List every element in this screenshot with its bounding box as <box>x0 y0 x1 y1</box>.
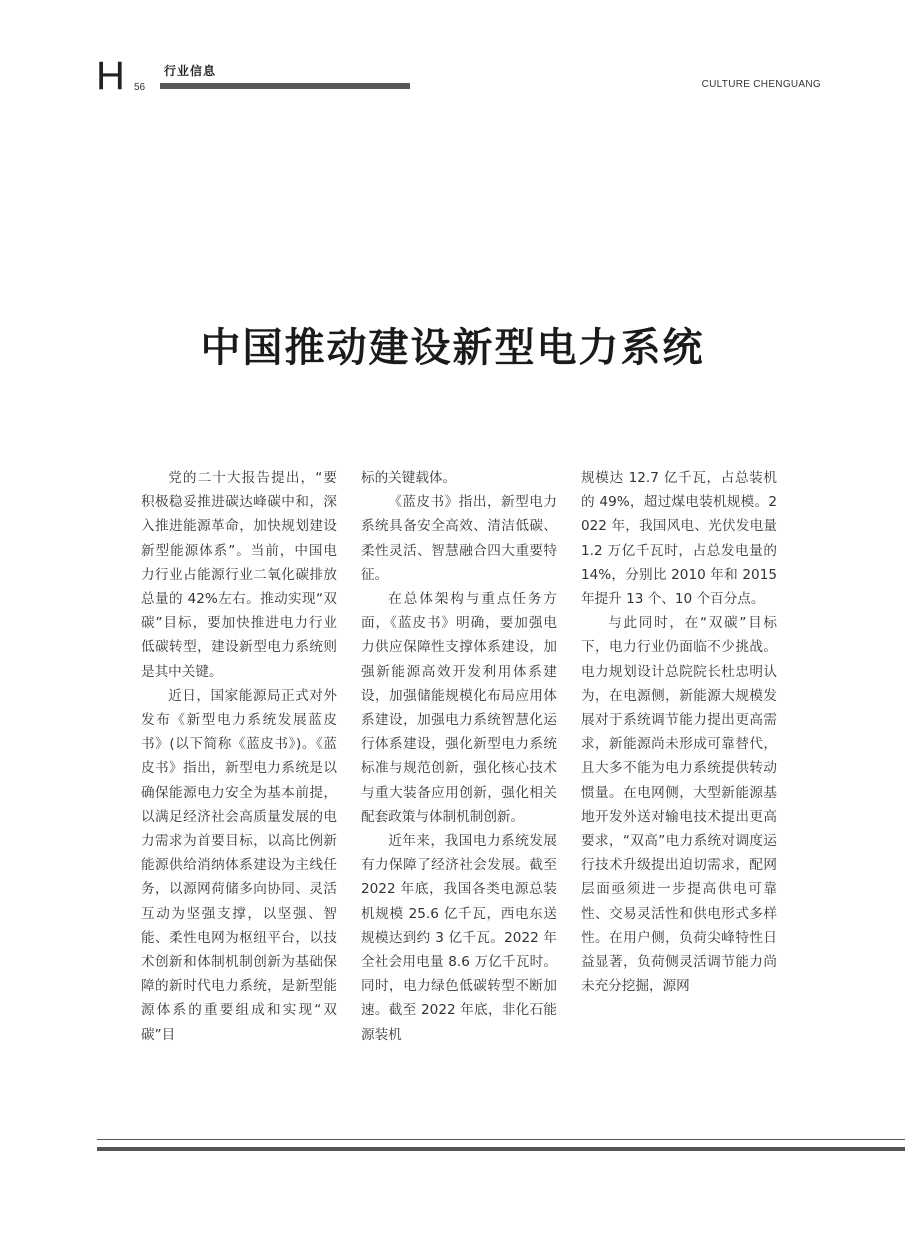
article-paragraph: 近日，国家能源局正式对外发布《新型电力系统发展蓝皮书》(以下简称《蓝皮书》)。《蓝皮书》指出，新型电力系统是以确保能源电力安全为基本前提，以满足经济社会高质量发展的电力需求为首要目标，以高比例新能源供给消纳体系建设为主线任务，以源网荷储多向协同、灵活互动为坚强支撑，以坚强、智能、柔性电网为枢纽平台，以技术创新和体制机制创新为基础保障的新时代电力系统，是新型能源体系的重要组成和实现“双碳”目 <box>141 687 337 1043</box>
article-paragraph: 规模达 12.7 亿千瓦，占总装机的 49%，超过煤电装机规模。2022 年，我国风电、光伏发电量 1.2 万亿千瓦时，占总发电量的 14%，分别比 2010 年和 2015 年提升 13 个、10 个百分点。 <box>581 470 777 608</box>
article-paragraph: 与此同时，在“双碳”目标下，电力行业仍面临不少挑战。电力规划设计总院院长杜忠明认为，在电源侧，新能源大规模发展对于系统调节能力提出更高需求，新能源尚未形成可靠替代，且大多不能为电力系统提供转动惯量。在电网侧，大型新能源基地开发外送对输电技术提出更高要求，“双高”电力系统对调度运行技术升级提出迫切需求，配网层面亟须进一步提高供电可靠性、交易灵活性和供电形式多样性。在用户侧，负荷尖峰特性日益显著，负荷侧灵活调节能力尚未充分挖掘，源网 <box>581 615 777 995</box>
article-column-3 <box>581 466 777 998</box>
page-number: 56 <box>134 82 146 93</box>
article-column-2 <box>361 466 557 1047</box>
running-head: CULTURE CHENGUANG <box>701 79 821 90</box>
header-letter: H <box>96 54 125 98</box>
section-label: 行业信息 <box>164 64 217 78</box>
footer-rule-thin <box>97 1139 905 1140</box>
article-paragraph: 近年来，我国电力系统发展有力保障了经济社会发展。截至 2022 年底，我国各类电源总装机规模 25.6 亿千瓦，西电东送规模达到约 3 亿千瓦。2022 年全社会用电量 8.6 万亿千瓦时。同时，电力绿色低碳转型不断加速。截至 2022 年底，非化石能源装机 <box>361 833 557 1043</box>
article-paragraph: 党的二十大报告提出，“要积极稳妥推进碳达峰碳中和，深入推进能源革命，加快规划建设新型能源体系”。当前，中国电力行业占能源行业二氧化碳排放总量的 42%左右。推动实现“双碳”目标，要加快推进电力行业低碳转型，建设新型电力系统则是其中关键。 <box>141 470 337 680</box>
article-paragraph: 标的关键载体。 <box>361 470 457 486</box>
article-title: 中国推动建设新型电力系统 <box>200 324 705 371</box>
article-paragraph: 《蓝皮书》指出，新型电力系统具备安全高效、清洁低碳、柔性灵活、智慧融合四大重要特征。 <box>361 494 557 583</box>
header-bar <box>160 83 410 89</box>
footer-rule-thick <box>97 1147 905 1151</box>
article-column-1 <box>141 466 337 1047</box>
article-paragraph: 在总体架构与重点任务方面，《蓝皮书》明确，要加强电力供应保障性支撑体系建设，加强新能源高效开发利用体系建设，加强储能规模化布局应用体系建设，加强电力系统智慧化运行体系建设，强化新型电力系统标准与规范创新，强化核心技术与重大装备应用创新，强化相关配套政策与体制机制创新。 <box>361 591 557 825</box>
